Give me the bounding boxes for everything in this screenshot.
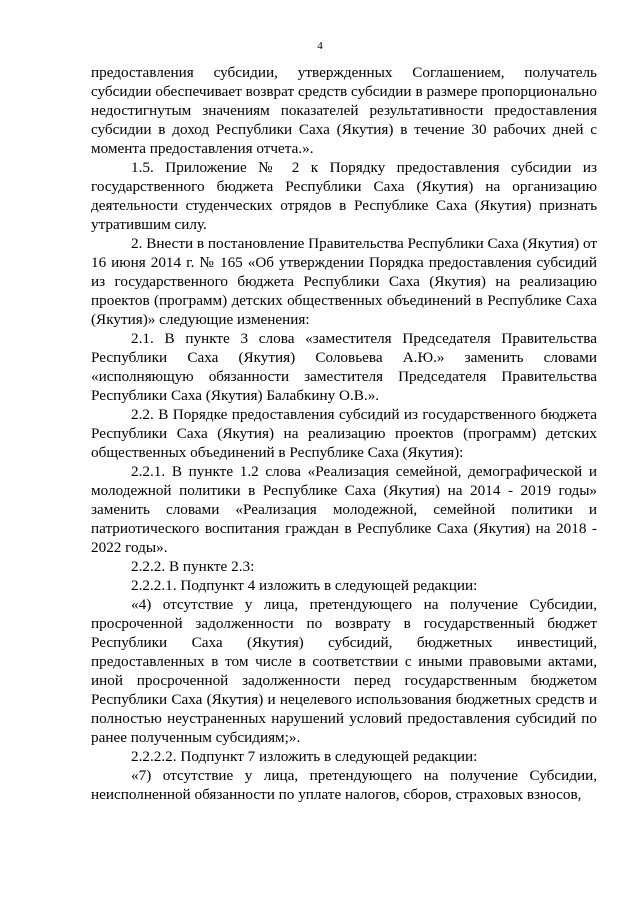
- paragraph-2-2-1: 2.2.1. В пункте 1.2 слова «Реализация семейной, демографической и молодежной политики в Республике Саха (Якутия) на 2014 - 2019 годы» заменить словами «Реализация молодежной, семейной политики и патриотического воспитания граждан в Республике Саха (Якутия) на 2018 - 2022 годы».: [91, 463, 597, 556]
- paragraph-subitem-4: «4) отсутствие у лица, претендующего на получение Субсидии, просроченной задолженности по возврату в государственный бюджет Республики Саха (Якутия) субсидий, бюджетных инвестиций, предоставленных в том числе в соответствии с иными правовыми актами, иной просроченной задолженности перед государственным бюджетом Республики Саха (Якутия) и нецелевого использования бюджетных средств и полностью неустраненных нарушений условий предоставления субсидий по ранее полученным субсидиям;».: [91, 596, 597, 746]
- page-number: 4: [317, 40, 323, 52]
- paragraph-2-2-2-1: 2.2.2.1. Подпункт 4 изложить в следующей редакции:: [131, 577, 478, 594]
- paragraph-subitem-7: «7) отсутствие у лица, претендующего на получение Субсидии, неисполненной обязанности по уплате налогов, сборов, страховых взносов,: [91, 767, 597, 803]
- paragraph-2-2-2-2: 2.2.2.2. Подпункт 7 изложить в следующей редакции:: [131, 748, 478, 765]
- paragraph-1-5: 1.5. Приложение № 2 к Порядку предоставления субсидии из государственного бюджета Республики Саха (Якутия) на организацию деятельности студенческих отрядов в Республике Саха (Якутия) признать утратившим силу.: [91, 159, 597, 233]
- paragraph-2-1: 2.1. В пункте 3 слова «заместителя Председателя Правительства Республики Саха (Якутия) Соловьева А.Ю.» заменить словами «исполняющую обязанности заместителя Председателя Правительства Республики Саха (Якутия) Балабкину О.В.».: [91, 330, 597, 404]
- paragraph-2-2: 2.2. В Порядке предоставления субсидий из государственного бюджета Республики Саха (Якутия) на реализацию проектов (программ) детских общественных объединений в Республике Саха (Якутия):: [91, 406, 597, 461]
- paragraph-continuation: предоставления субсидии, утвержденных Соглашением, получатель субсидии обеспечивает возврат средств субсидии в размере пропорционально недостигнутым значениям показателей результативности предоставления субсидии в доход Республики Саха (Якутия) в течение 30 рабочих дней с момента предоставления отчета.».: [91, 64, 597, 157]
- document-body: [91, 63, 597, 804]
- paragraph-2-2-2: 2.2.2. В пункте 2.3:: [131, 558, 255, 575]
- paragraph-2: 2. Внести в постановление Правительства Республики Саха (Якутия) от 16 июня 2014 г. № 165 «Об утверждении Порядка предоставления субсидий из государственного бюджета Республики Саха (Якутия) на реализацию проектов (программ) детских общественных объединений в Республике Саха (Якутия)» следующие изменения:: [91, 235, 597, 328]
